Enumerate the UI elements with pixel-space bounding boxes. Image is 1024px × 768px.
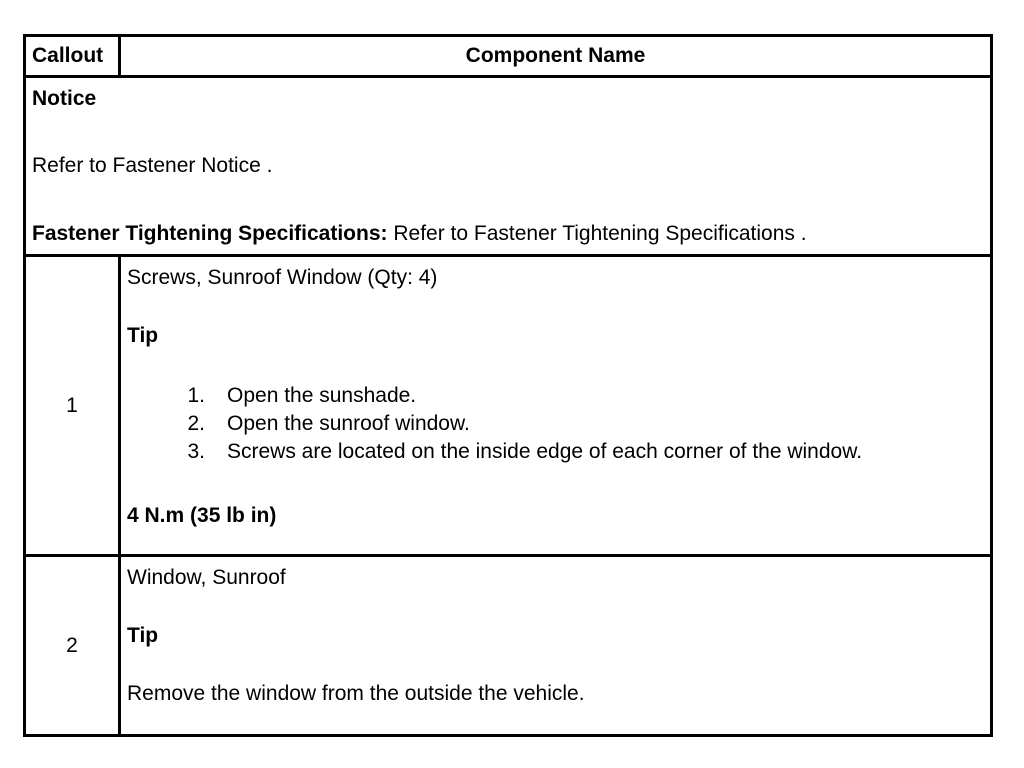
callout-number-2: 2 <box>25 556 120 736</box>
list-item <box>127 437 984 465</box>
table-header-row <box>25 36 992 77</box>
table-row <box>25 256 992 556</box>
torque-spec-1: 4 N.m (35 lb in) <box>127 504 277 528</box>
notice-title: Notice <box>32 87 97 110</box>
tip-title-2: Tip <box>127 624 159 648</box>
component-name-column-header: Component Name <box>120 36 992 77</box>
notice-cell <box>25 77 992 256</box>
component-cell-2 <box>120 556 992 736</box>
callout-number-1: 1 <box>25 256 120 556</box>
fastener-spec-text: Refer to Fastener Tightening Specifications . <box>387 222 807 245</box>
list-item <box>127 409 984 437</box>
fastener-spec-line <box>32 187 984 254</box>
component-cell-1 <box>120 256 992 556</box>
step-text: Open the sunroof window. <box>227 411 470 435</box>
fastener-spec-label: Fastener Tightening Specifications: <box>32 222 388 245</box>
callout-column-header: Callout <box>25 36 120 77</box>
component-table <box>23 34 993 737</box>
notice-text <box>32 120 984 187</box>
list-item <box>127 381 984 409</box>
tip-text-2: Remove the window from the outside the vehicle. <box>127 682 585 706</box>
notice-row <box>25 77 992 256</box>
component-name-2: Window, Sunroof <box>127 566 286 589</box>
table-row <box>25 556 992 736</box>
notice-text-content: Refer to Fastener Notice . <box>32 154 273 177</box>
tip-steps-list <box>127 381 984 465</box>
step-text: Screws are located on the inside edge of each corner of the window. <box>227 439 863 463</box>
step-number: 2. <box>187 411 205 435</box>
component-name-1: Screws, Sunroof Window (Qty: 4) <box>127 266 438 289</box>
step-text: Open the sunshade. <box>227 383 417 407</box>
step-number: 1. <box>187 383 205 407</box>
step-number: 3. <box>187 439 205 463</box>
tip-title-1: Tip <box>127 324 159 348</box>
